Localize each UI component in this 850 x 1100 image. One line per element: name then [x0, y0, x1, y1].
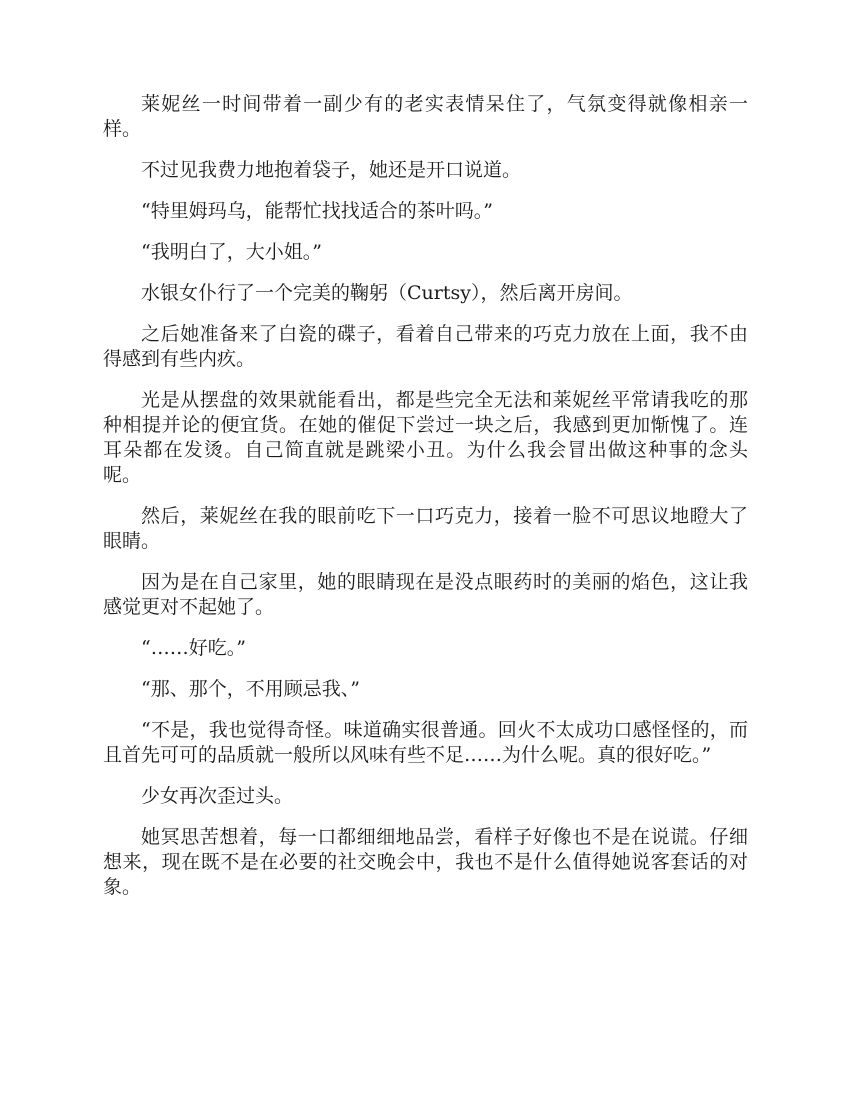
paragraph-7: 光是从摆盘的效果就能看出，都是些完全无法和莱妮丝平常请我吃的那种相提并论的便宜货。在她的催促下尝过一块之后，我感到更加惭愧了。连耳朵都在发烫。自己简直就是跳梁小丑。为什么我会冒出做这种事的念头呢。 [103, 389, 748, 486]
paragraph-3: “特里姆玛乌，能帮忙找找适合的茶叶吗。” [141, 200, 493, 222]
paragraph-1: 莱妮丝一时间带着一副少有的老实表情呆住了，气氛变得就像相亲一样。 [103, 93, 748, 140]
paragraph-11: “那、那个，不用顾忌我、” [141, 678, 360, 700]
paragraph-12: “不是，我也觉得奇怪。味道确实很普通。回火不太成功口感怪怪的，而且首先可可的品质就一般所以风味有些不足……为什么呢。真的很好吃。” [103, 719, 748, 766]
paragraph-14: 她冥思苦想着，每一口都细细地品尝，看样子好像也不是在说谎。仔细想来，现在既不是在必要的社交晚会中，我也不是什么值得她说客套话的对象。 [103, 826, 748, 898]
paragraph-5: 水银女仆行了一个完美的鞠躬（Curtsy），然后离开房间。 [141, 282, 633, 304]
paragraph-13: 少女再次歪过头。 [141, 785, 294, 807]
paragraph-10: “……好吃。” [141, 637, 246, 659]
paragraph-9: 因为是在自己家里，她的眼睛现在是没点眼药时的美丽的焰色，这让我感觉更对不起她了。 [103, 571, 748, 618]
paragraph-4: “我明白了，大小姐。” [141, 241, 322, 263]
paragraph-2: 不过见我费力地抱着袋子，她还是开口说道。 [141, 159, 522, 181]
document-page [103, 92, 748, 916]
paragraph-8: 然后，莱妮丝在我的眼前吃下一口巧克力，接着一脸不可思议地瞪大了眼睛。 [103, 505, 748, 552]
paragraph-6: 之后她准备来了白瓷的碟子，看着自己带来的巧克力放在上面，我不由得感到有些内疚。 [103, 323, 748, 370]
